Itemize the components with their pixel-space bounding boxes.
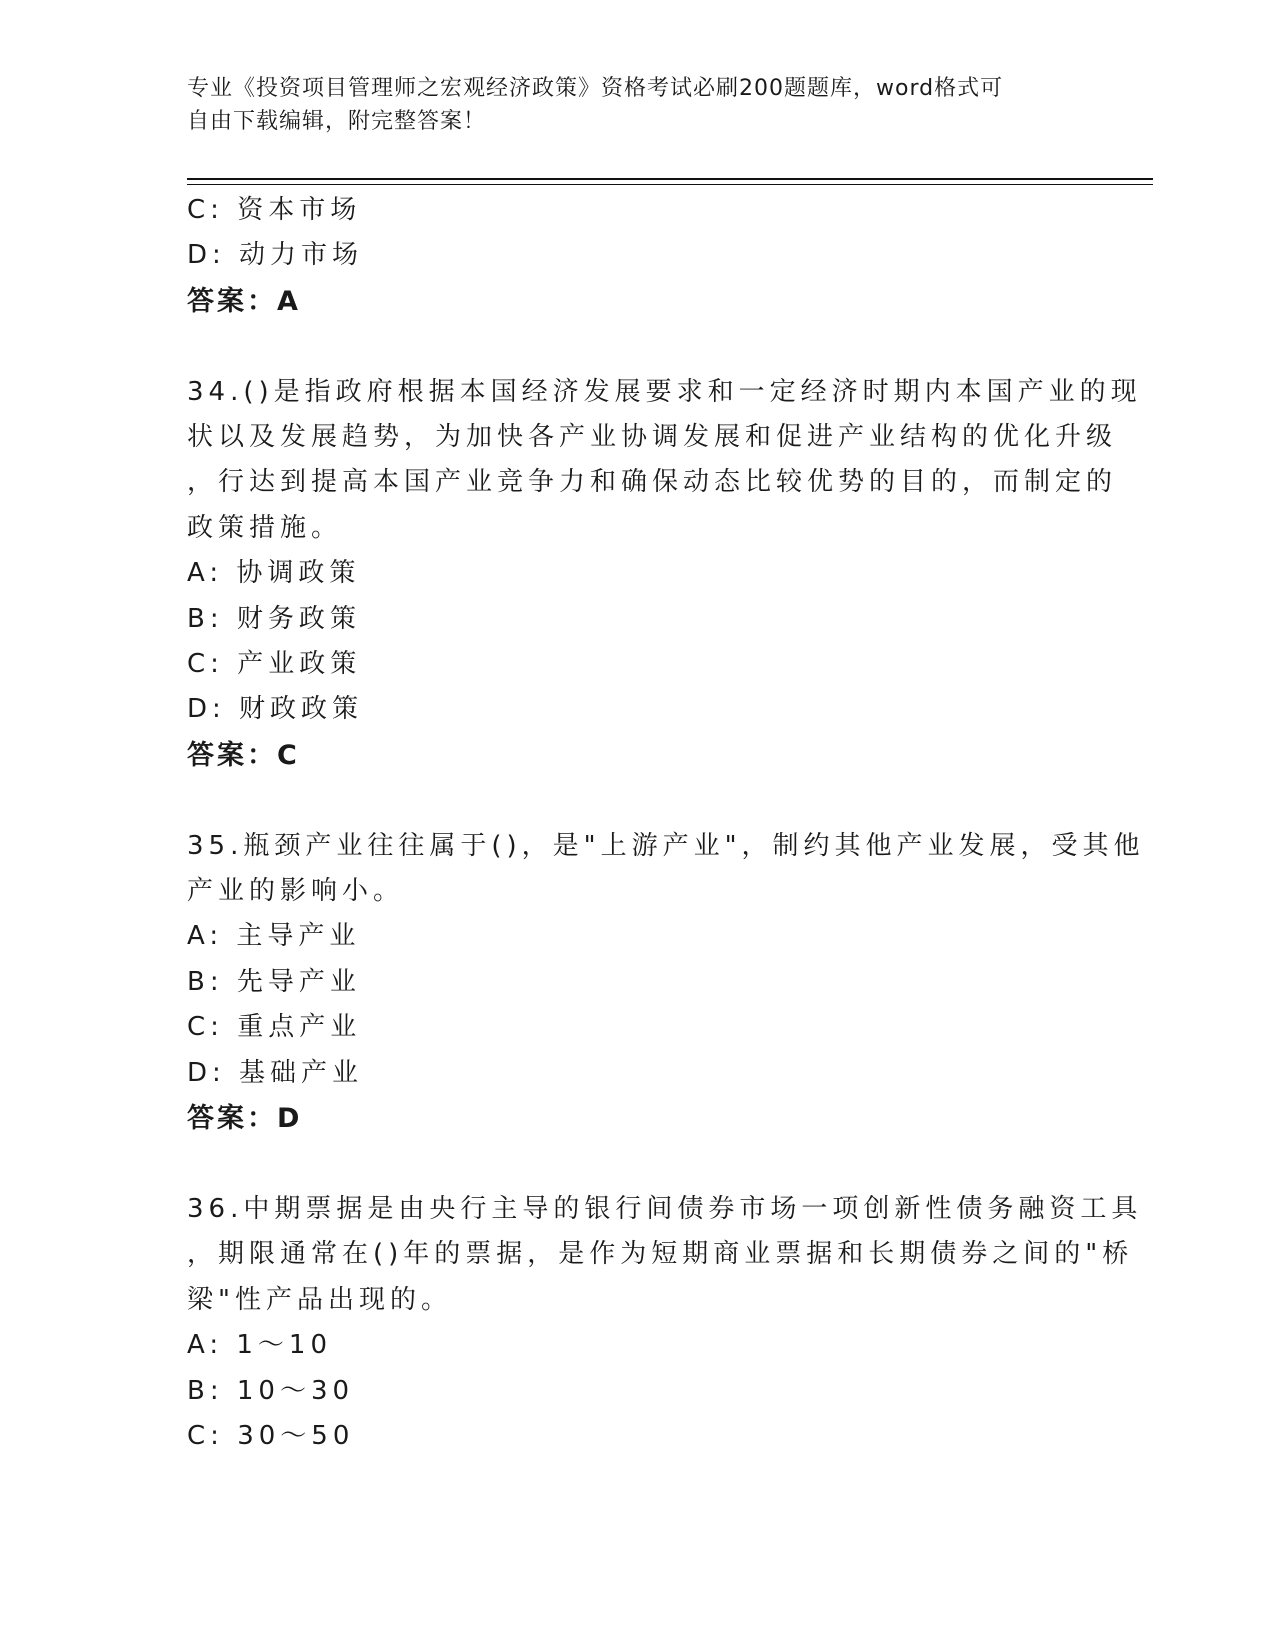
question-line: 政策措施。 bbox=[187, 512, 343, 543]
option-d: D: 基础产业 bbox=[187, 1057, 364, 1088]
question-33-continued bbox=[187, 188, 1087, 324]
header-rule-thin bbox=[187, 184, 1153, 185]
option-c: C: 重点产业 bbox=[187, 1012, 362, 1043]
question-line: 状以及发展趋势，为加快各产业协调发展和促进产业结构的优化升级 bbox=[187, 422, 1118, 453]
option-a: A: 1～10 bbox=[187, 1330, 332, 1361]
question-line: 35.瓶颈产业往往属于()，是"上游产业"，制约其他产业发展，受其他 bbox=[187, 830, 1145, 861]
question-35 bbox=[187, 824, 1145, 1142]
question-line: 34.()是指政府根据本国经济发展要求和一定经济时期内本国产业的现 bbox=[187, 376, 1142, 407]
spacer bbox=[187, 1142, 1087, 1187]
header-rule-thick bbox=[187, 178, 1153, 180]
option-b: B: 10～30 bbox=[187, 1375, 355, 1406]
question-36 bbox=[187, 1187, 1143, 1459]
header-line-1: 专业《投资项目管理师之宏观经济政策》资格考试必刷200题题库，word格式可 bbox=[187, 76, 1004, 101]
question-line: ，行达到提高本国产业竞争力和确保动态比较优势的目的，而制定的 bbox=[187, 467, 1118, 498]
option-a: A: 主导产业 bbox=[187, 921, 361, 952]
option-d: D: 动力市场 bbox=[187, 240, 364, 271]
page-header bbox=[187, 72, 1067, 138]
option-b: B: 财务政策 bbox=[187, 603, 361, 634]
answer-line: 答案：C bbox=[187, 739, 300, 771]
option-d: D: 财政政策 bbox=[187, 694, 364, 725]
question-text bbox=[187, 370, 1142, 552]
question-line: ，期限通常在()年的票据，是作为短期商业票据和长期债券之间的"桥 bbox=[187, 1239, 1134, 1270]
question-text bbox=[187, 1187, 1143, 1323]
spacer bbox=[187, 778, 1087, 823]
answer-line: 答案：A bbox=[187, 285, 301, 317]
spacer bbox=[187, 324, 1087, 369]
option-c: C: 产业政策 bbox=[187, 649, 362, 680]
option-a: A: 协调政策 bbox=[187, 558, 361, 589]
question-line: 梁"性产品出现的。 bbox=[187, 1284, 452, 1315]
option-b: B: 先导产业 bbox=[187, 966, 361, 997]
header-line-2: 自由下载编辑，附完整答案！ bbox=[187, 109, 487, 134]
question-line: 产业的影响小。 bbox=[187, 876, 405, 907]
question-line: 36.中期票据是由央行主导的银行间债券市场一项创新性债务融资工具 bbox=[187, 1193, 1143, 1224]
question-34 bbox=[187, 370, 1142, 779]
answer-line: 答案：D bbox=[187, 1103, 303, 1135]
option-c: C: 资本市场 bbox=[187, 195, 362, 225]
document-body bbox=[187, 188, 1145, 1459]
option-c: C: 30～50 bbox=[187, 1420, 355, 1451]
question-text bbox=[187, 824, 1145, 915]
